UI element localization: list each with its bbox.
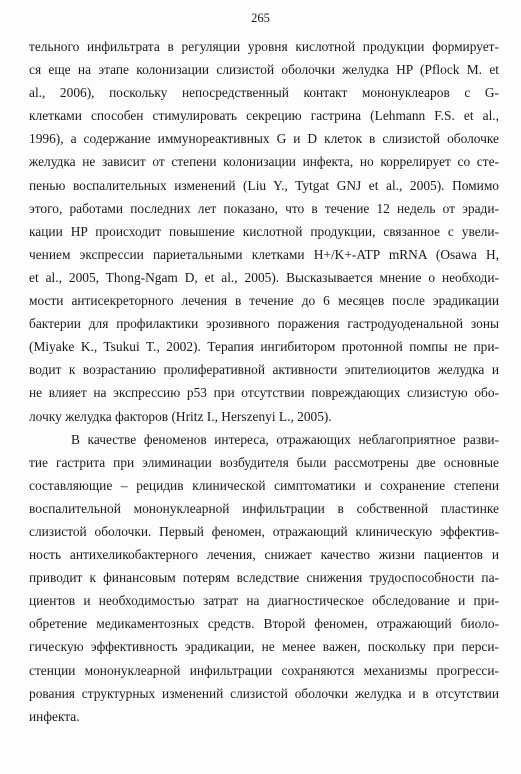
text-line: стенции мононуклеарной инфильтрации сохраняются механизмы прогресси- xyxy=(29,662,499,678)
text-line: бактерии для профилактики эрозивного поражения гастродуоденальной зоны xyxy=(29,316,499,332)
text-line: воспалительной мононуклеарной инфильтрации в собственной пластинке xyxy=(29,500,499,516)
text-line: al., 2006), поскольку непосредственный контакт мононуклеаров с G- xyxy=(29,85,499,101)
paragraph xyxy=(29,35,499,428)
text-line: кации HP происходит повышение кислотной продукции, связанное с увели- xyxy=(29,223,499,239)
text-line: водит к возрастанию пролиферативной активности эпителиоцитов желудка и xyxy=(29,362,499,378)
text-line: клетками способен стимулировать секрецию гастрина (Lehmann F.S. et al., xyxy=(29,108,499,124)
text-line: приводит к финансовым потерям вследствие снижения трудоспособности па- xyxy=(29,570,499,586)
text-line: пенью воспалительных изменений (Liu Y., Tytgat GNJ et al., 2005). Помимо xyxy=(29,177,499,193)
text-line: et al., 2005, Thong-Ngam D, et al., 2005). Высказывается мнение о необходи- xyxy=(29,269,499,285)
text-line: чением экспрессии париетальными клетками H+/K+-ATP mRNA (Osawa H, xyxy=(29,246,499,262)
text-line: инфекта. xyxy=(29,708,80,724)
text-line: составляющие – рецидив клинической симптоматики и сохранение степени xyxy=(29,477,499,493)
text-line: (Miyake K., Tsukui T., 2002). Терапия ингибитором протонной помпы не при- xyxy=(29,339,499,355)
text-line: гическую эффективность эрадикации, не менее важен, поскольку при перси- xyxy=(29,639,499,655)
text-line: лочку желудка факторов (Hritz I., Herszenyi L., 2005). xyxy=(29,408,332,424)
text-line: 1996), а содержание иммунореактивных G и D клеток в слизистой оболочке xyxy=(29,131,499,147)
text-line: тельного инфильтрата в регуляции уровня кислотной продукции формирует- xyxy=(29,39,499,54)
text-line: рования структурных изменений слизистой оболочки желудка и в отсутствии xyxy=(29,685,499,701)
text-line: обретение медикаментозных средств. Второй феномен, отражающий биоло- xyxy=(29,616,499,632)
text-line: ся еще на этапе колонизации слизистой оболочки желудка HP (Pflock M. et xyxy=(29,62,499,78)
page-number: 265 xyxy=(251,11,270,25)
paragraph xyxy=(29,428,499,728)
text-line: слизистой оболочки. Первый феномен, отражающий клиническую эффектив- xyxy=(29,523,499,539)
text-line: ность антихеликобактерного лечения, снижает качество жизни пациентов и xyxy=(29,547,499,563)
text-line: мости антисекреторного лечения в течение до 6 месяцев после эрадикации xyxy=(29,293,499,309)
text-line: не влияет на экспрессию p53 при отсутствии повреждающих слизистую обо- xyxy=(29,385,499,401)
text-line: циентов и необходимостью затрат на диагностическое обследование и при- xyxy=(29,593,499,609)
text-line: этого, работами последних лет показано, что в течение 12 недель от эради- xyxy=(29,200,499,216)
text-line: В качестве феноменов интереса, отражающих неблагоприятное разви- xyxy=(71,431,499,447)
body-text xyxy=(29,35,499,728)
text-line: тие гастрита при элиминации возбудителя были рассмотрены две основные xyxy=(29,454,499,470)
text-line: желудка не зависит от степени колонизации инфекта, но коррелирует со сте- xyxy=(29,154,499,170)
